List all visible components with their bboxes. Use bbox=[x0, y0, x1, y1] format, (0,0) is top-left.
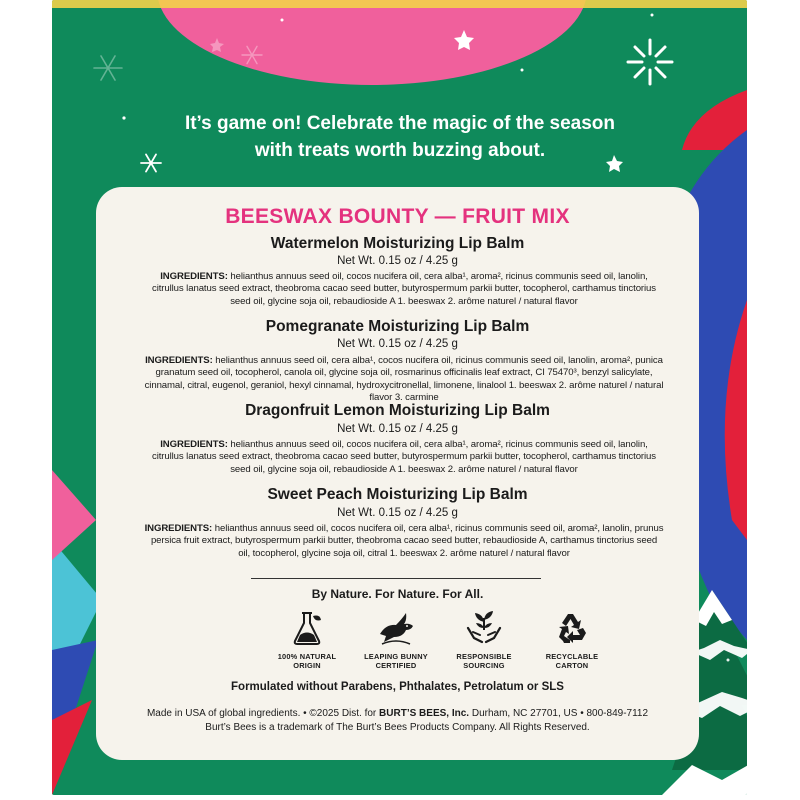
net-weight: Net Wt. 0.15 oz / 4.25 g bbox=[337, 507, 458, 519]
tagline-line-2: with treats worth buzzing about. bbox=[254, 140, 546, 161]
product-name: Sweet Peach Moisturizing Lip Balm bbox=[267, 486, 528, 503]
badge-label: CERTIFIED bbox=[375, 661, 417, 670]
net-weight: Net Wt. 0.15 oz / 4.25 g bbox=[337, 255, 458, 267]
badge-label: LEAPING BUNNY bbox=[364, 652, 428, 661]
recycle-icon bbox=[552, 608, 592, 648]
divider bbox=[251, 578, 541, 579]
ingredients-text: helianthus annuus seed oil, cocos nucifera oil, cera alba¹, aroma², ricinus communis seed oil, lanolin, citrullus lanatus seed extract, theobroma cacao seed butter, butyrospermum parkii butter, tocopherol, carthamus tinctorius seed oil, glycine soja oil, rebaudioside A 1. beeswax 2. arôme naturel / natural flavor bbox=[152, 439, 656, 475]
badge-responsible-sourcing bbox=[441, 608, 527, 670]
ingredients-panel bbox=[96, 187, 699, 760]
ingredients-text: helianthus annuus seed oil, cera alba¹, cocos nucifera oil, ricinus communis seed oil, lanolin, aroma², punica granatum seed oil, tocopherol, canola oil, glycine soja oil, rosmarinus officinalis leaf extract, CI 75470³, benzyl salicylate, cinnamal, citral, eugenol, geraniol, hexyl cinnamal, hydroxycitronellal, limonene, linalool 1. beeswax 2. arôme naturel / natural flavor 3. carmine bbox=[144, 355, 664, 404]
ingredients-label: INGREDIENTS: bbox=[145, 355, 213, 366]
legal-text bbox=[96, 707, 699, 735]
product-set-title: BEESWAX BOUNTY — FRUIT MIX bbox=[225, 205, 570, 228]
ingredients-text: helianthus annuus seed oil, cocos nucifera oil, cera alba¹, aroma², ricinus communis seed oil, lanolin, citrullus lanatus seed extract, theobroma cacao seed butter, butyrospermum parkii butter, tocopherol, carthamus tinctorius seed oil, glycine soja oil, rebaudioside A 1. beeswax 2. arôme naturel / natural flavor bbox=[152, 271, 656, 307]
badge-label: RECYCLABLE bbox=[545, 652, 599, 661]
badge-natural-origin bbox=[264, 608, 350, 670]
distributor-name: BURT’S BEES, Inc. bbox=[379, 708, 470, 719]
seasonal-tagline bbox=[70, 110, 730, 164]
net-weight: Net Wt. 0.15 oz / 4.25 g bbox=[337, 423, 458, 435]
legal-text-end: Durham, NC 27701, US • 800-849-7112 bbox=[469, 708, 649, 719]
legal-line-1 bbox=[96, 707, 699, 721]
legal-text-start: Made in USA of global ingredients. • ©2025 Dist. for bbox=[146, 708, 380, 719]
ingredients-label: INGREDIENTS: bbox=[160, 271, 228, 282]
badge-label: RESPONSIBLE bbox=[456, 652, 512, 661]
ingredients-list bbox=[144, 355, 664, 405]
flask-icon bbox=[287, 608, 327, 648]
badge-label: ORIGIN bbox=[293, 661, 321, 670]
ingredients-list bbox=[144, 523, 664, 560]
net-weight: Net Wt. 0.15 oz / 4.25 g bbox=[337, 338, 458, 350]
tagline-line-1: It’s game on! Celebrate the magic of the season bbox=[184, 113, 616, 134]
ingredients-list bbox=[144, 439, 664, 476]
badge-label: CARTON bbox=[555, 661, 589, 670]
legal-line-2: Burt’s Bees is a trademark of The Burt’s Bees Products Company. All Rights Reserved. bbox=[205, 722, 590, 733]
product-name: Dragonfruit Lemon Moisturizing Lip Balm bbox=[245, 402, 550, 419]
hands-plant-icon bbox=[464, 608, 504, 648]
ingredients-list bbox=[144, 271, 664, 308]
badge-recyclable-carton bbox=[529, 608, 615, 670]
badge-label: SOURCING bbox=[463, 661, 505, 670]
leaping-bunny-icon bbox=[376, 608, 416, 648]
product-name: Pomegranate Moisturizing Lip Balm bbox=[265, 318, 530, 335]
ingredients-label: INGREDIENTS: bbox=[144, 523, 213, 534]
ingredients-text: helianthus annuus seed oil, cocos nucifera oil, cera alba¹, ricinus communis seed oil, aroma², lanolin, prunus persica fruit extract, butyrospermum parkii butter, theobroma cacao seed butter, rebaudioside A, carthamus tinctorius seed oil, tocopherol, glycine soja oil, citral 1. beeswax 2. arôme naturel / natural flavor bbox=[150, 523, 664, 559]
brand-slogan: By Nature. For Nature. For All. bbox=[311, 587, 484, 601]
badge-label: 100% NATURAL bbox=[277, 652, 337, 661]
formulated-without: Formulated without Parabens, Phthalates, Petrolatum or SLS bbox=[231, 681, 564, 693]
badge-leaping-bunny bbox=[353, 608, 439, 670]
ingredients-label: INGREDIENTS: bbox=[160, 439, 228, 450]
product-name: Watermelon Moisturizing Lip Balm bbox=[270, 235, 525, 252]
